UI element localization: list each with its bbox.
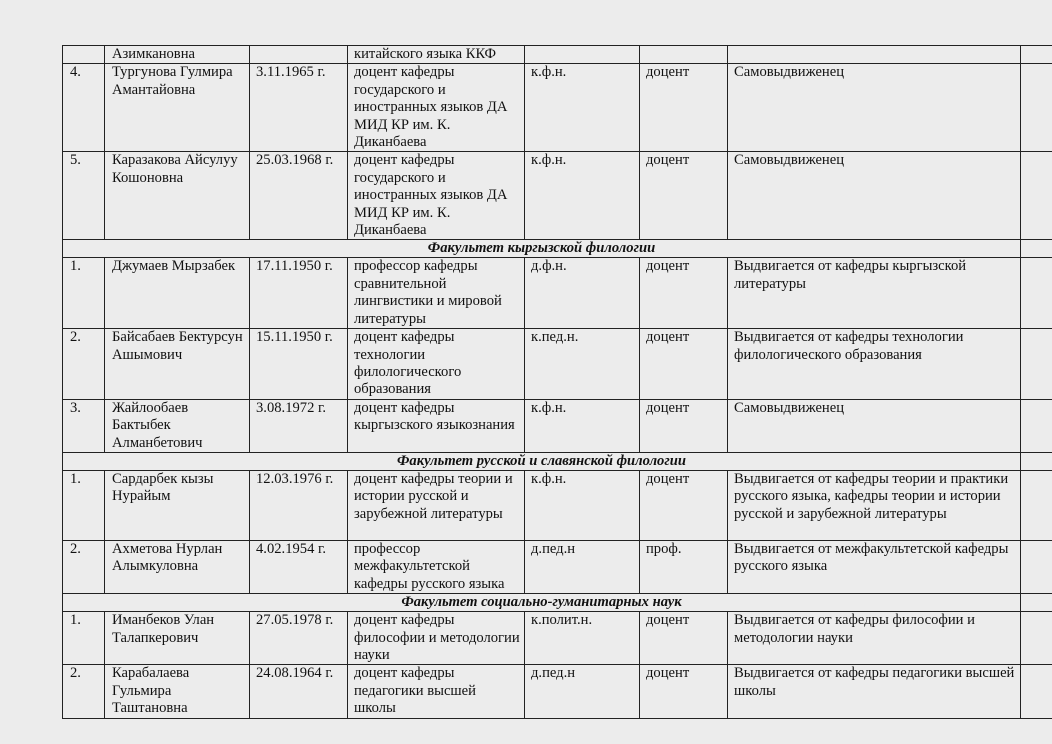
position-cell: доцент кафедры технологии филологического образования [348,329,525,400]
position-cell: доцент кафедры педагогики высшей школы [348,665,525,718]
row-number-cell: 4. [63,64,105,152]
extra-cell [1021,665,1052,718]
person-name-cell: Тургунова Гулмира Амантайовна [105,64,250,152]
academic-degree-cell: к.полит.н. [525,612,640,665]
faculty-header-row [63,452,1052,470]
extra-cell [1021,329,1052,400]
faculty-heading: Факультет социально-гуманитарных наук [63,594,1021,612]
table-row [63,64,1052,152]
birth-date-cell: 17.11.1950 г. [250,258,348,329]
nomination-cell: Выдвигается от кафедры технологии филологического образования [728,329,1021,400]
nomination-cell: Выдвигается от кафедры теории и практики русского языка, кафедры теории и истории русской и зарубежной литературы [728,470,1021,540]
person-name-cell: Джумаев Мырзабек [105,258,250,329]
table-row [63,258,1052,329]
extra-cell [1021,46,1052,64]
person-name-cell: Каразакова Айсулуу Кошоновна [105,152,250,240]
academic-degree-cell: д.пед.н [525,665,640,718]
position-cell: доцент кафедры государского и иностранных языков ДА МИД КР им. К. Диканбаева [348,64,525,152]
extra-cell [1021,470,1052,540]
row-number-cell: 1. [63,258,105,329]
academic-degree-cell: к.ф.н. [525,152,640,240]
extra-cell [1021,612,1052,665]
row-number-cell [63,46,105,64]
academic-title-cell [640,46,728,64]
table-row [63,46,1052,64]
row-number-cell: 5. [63,152,105,240]
person-name-cell: Ахметова Нурлан Алымкуловна [105,540,250,593]
position-cell: доцент кафедры философии и методологии науки [348,612,525,665]
nomination-cell: Самовыдвиженец [728,399,1021,452]
row-number-cell: 1. [63,470,105,540]
row-number-cell: 2. [63,540,105,593]
nomination-cell: Выдвигается от кафедры кыргызской литературы [728,258,1021,329]
extra-cell [1021,64,1052,152]
academic-degree-cell: к.пед.н. [525,329,640,400]
position-cell: профессор межфакультетской кафедры русского языка [348,540,525,593]
academic-degree-cell: к.ф.н. [525,64,640,152]
birth-date-cell: 3.08.1972 г. [250,399,348,452]
nomination-cell [728,46,1021,64]
table-row [63,665,1052,718]
person-name-cell: Сардарбек кызы Нурайым [105,470,250,540]
faculty-header-row [63,594,1052,612]
table-row [63,329,1052,400]
extra-cell [1021,258,1052,329]
nomination-cell: Самовыдвиженец [728,64,1021,152]
faculty-heading: Факультет русской и славянской филологии [63,452,1021,470]
table-row [63,399,1052,452]
academic-degree-cell [525,46,640,64]
table-row [63,540,1052,593]
birth-date-cell: 25.03.1968 г. [250,152,348,240]
position-cell: китайского языка ККФ [348,46,525,64]
birth-date-cell [250,46,348,64]
extra-cell [1021,452,1052,470]
academic-title-cell: доцент [640,152,728,240]
extra-cell [1021,540,1052,593]
extra-cell [1021,594,1052,612]
person-name-cell: Жайлообаев Бактыбек Алманбетович [105,399,250,452]
nomination-cell: Выдвигается от кафедры педагогики высшей школы [728,665,1021,718]
academic-degree-cell: д.ф.н. [525,258,640,329]
position-cell: доцент кафедры кыргызского языкознания [348,399,525,452]
birth-date-cell: 4.02.1954 г. [250,540,348,593]
position-cell: профессор кафедры сравнительной лингвистики и мировой литературы [348,258,525,329]
extra-cell [1021,399,1052,452]
extra-cell [1021,152,1052,240]
birth-date-cell: 24.08.1964 г. [250,665,348,718]
position-cell: доцент кафедры теории и истории русской и зарубежной литературы [348,470,525,540]
table-row [63,612,1052,665]
candidates-table [62,45,1052,719]
academic-title-cell: доцент [640,612,728,665]
academic-title-cell: доцент [640,399,728,452]
nomination-cell: Выдвигается от межфакультетской кафедры русского языка [728,540,1021,593]
person-name-cell: Байсабаев Бектурсун Ашымович [105,329,250,400]
academic-title-cell: доцент [640,665,728,718]
row-number-cell: 1. [63,612,105,665]
nomination-cell: Самовыдвиженец [728,152,1021,240]
nomination-cell: Выдвигается от кафедры философии и методологии науки [728,612,1021,665]
academic-degree-cell: д.пед.н [525,540,640,593]
row-number-cell: 3. [63,399,105,452]
person-name-cell: Азимкановна [105,46,250,64]
position-cell: доцент кафедры государского и иностранных языков ДА МИД КР им. К. Диканбаева [348,152,525,240]
birth-date-cell: 12.03.1976 г. [250,470,348,540]
birth-date-cell: 3.11.1965 г. [250,64,348,152]
academic-degree-cell: к.ф.н. [525,470,640,540]
faculty-heading: Факультет кыргызской филологии [63,240,1021,258]
person-name-cell: Карабалаева Гульмира Таштановна [105,665,250,718]
birth-date-cell: 15.11.1950 г. [250,329,348,400]
row-number-cell: 2. [63,665,105,718]
academic-title-cell: доцент [640,470,728,540]
person-name-cell: Иманбеков Улан Талапкерович [105,612,250,665]
row-number-cell: 2. [63,329,105,400]
academic-title-cell: доцент [640,258,728,329]
academic-degree-cell: к.ф.н. [525,399,640,452]
birth-date-cell: 27.05.1978 г. [250,612,348,665]
academic-title-cell: проф. [640,540,728,593]
table-row [63,470,1052,540]
faculty-header-row [63,240,1052,258]
academic-title-cell: доцент [640,64,728,152]
academic-title-cell: доцент [640,329,728,400]
table-row [63,152,1052,240]
extra-cell [1021,240,1052,258]
